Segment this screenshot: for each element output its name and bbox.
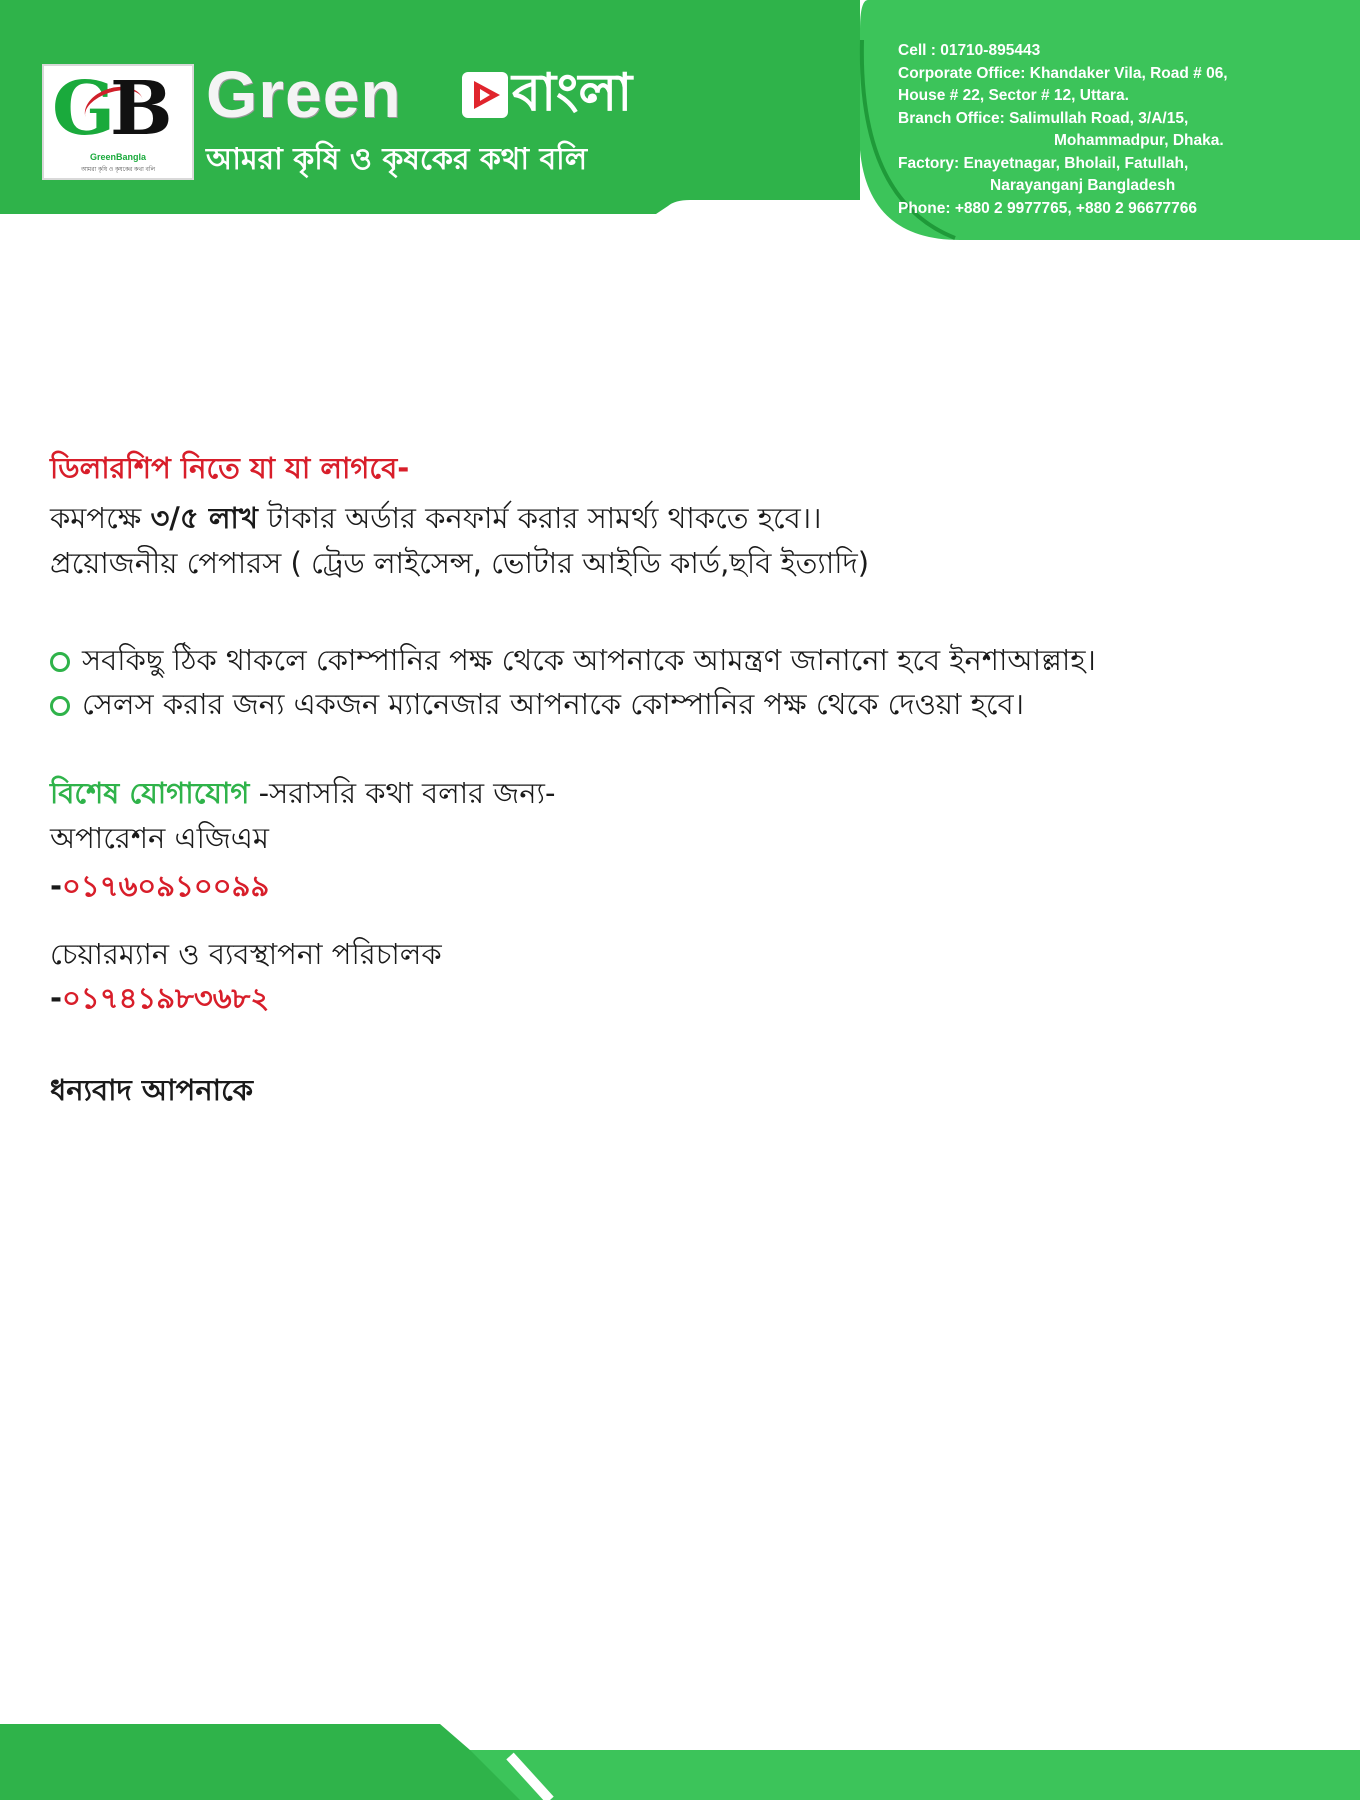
- special-contact-note: -সরাসরি কথা বলার জন্য-: [249, 776, 556, 810]
- contact-factory-line2: Narayanganj Bangladesh: [990, 177, 1176, 194]
- contact1-number[interactable]: ০১৭৬০৯১০০৯৯: [62, 869, 270, 903]
- requirement-investment-prefix: কমপক্ষে: [50, 501, 151, 535]
- special-contact-heading: [50, 773, 555, 813]
- contact2-number[interactable]: ০১৭৪১৯৮৩৬৮২: [62, 981, 270, 1015]
- contact-corporate-line1: Corporate Office: Khandaker Vila, Road # 06,: [898, 64, 1228, 82]
- bullet-invitation-text: সবকিছু ঠিক থাকলে কোম্পানির পক্ষ থেকে আপনাকে আমন্ত্রণ জানানো হবে ইনশাআল্লাহ।: [82, 643, 1096, 677]
- logo-caption: GreenBangla: [89, 152, 147, 162]
- footer-banner: [0, 1720, 1360, 1800]
- logo-letter-g: G: [52, 66, 116, 152]
- requirement-investment-suffix: টাকার অর্ডার কনফার্ম করার সামর্থ্য থাকতে হবে।।: [257, 501, 822, 535]
- company-tagline: আমরা কৃষি ও কৃষকের কথা বলি: [206, 142, 588, 177]
- requirement-investment: [50, 498, 822, 538]
- bullet-invitation: [50, 640, 1096, 680]
- contact2-dash: -: [50, 981, 63, 1015]
- contact-corporate-line2: House # 22, Sector # 12, Uttara.: [898, 87, 1129, 104]
- contact1-dash: -: [50, 869, 63, 903]
- requirement-investment-amount: ৩/৫ লাখ: [150, 501, 258, 535]
- contact-phone: Phone: +880 2 9977765, +880 2 96677766: [898, 199, 1198, 217]
- play-icon: [462, 72, 508, 118]
- brand-name-bangla: বাংলা: [512, 63, 633, 123]
- contact-cell: Cell : 01710-895443: [898, 42, 1041, 59]
- brand-name-english: Green: [206, 57, 402, 131]
- circle-bullet-icon: [50, 696, 70, 716]
- bullet-manager-text: সেলস করার জন্য একজন ম্যানেজার আপনাকে কোম্পানির পক্ষ থেকে দেওয়া হবে।: [82, 687, 1025, 721]
- special-contact-label: বিশেষ যোগাযোগ: [50, 776, 250, 810]
- company-logo: [42, 64, 194, 180]
- thanks-text: ধন্যবাদ আপনাকে: [50, 1073, 254, 1107]
- contact2-title: চেয়ারম্যান ও ব্যবস্থাপনা পরিচালক: [50, 937, 442, 971]
- contact-factory-line1: Factory: Enayetnagar, Bholail, Fatullah,: [898, 154, 1189, 172]
- contact1-phone[interactable]: [50, 866, 269, 906]
- contact-info: [898, 40, 1338, 220]
- logo-letter-b: B: [110, 66, 173, 152]
- contact2-phone[interactable]: [50, 978, 269, 1018]
- logo-tiny-caption: আমরা কৃষি ও কৃষকের কথা বলি: [80, 167, 156, 173]
- circle-bullet-icon: [50, 652, 70, 672]
- dealership-heading: ডিলারশিপ নিতে যা যা লাগবে-: [50, 451, 410, 485]
- contact-branch-line1: Branch Office: Salimullah Road, 3/A/15,: [898, 109, 1189, 127]
- contact1-title: অপারেশন এজিএম: [50, 821, 269, 855]
- bullet-manager: [50, 684, 1024, 724]
- requirement-papers: প্রয়োজনীয় পেপারস ( ট্রেড লাইসেন্স, ভোটার আইডি কার্ড,ছবি ইত্যাদি): [50, 546, 870, 580]
- contact-branch-line2: Mohammadpur, Dhaka.: [1054, 132, 1224, 149]
